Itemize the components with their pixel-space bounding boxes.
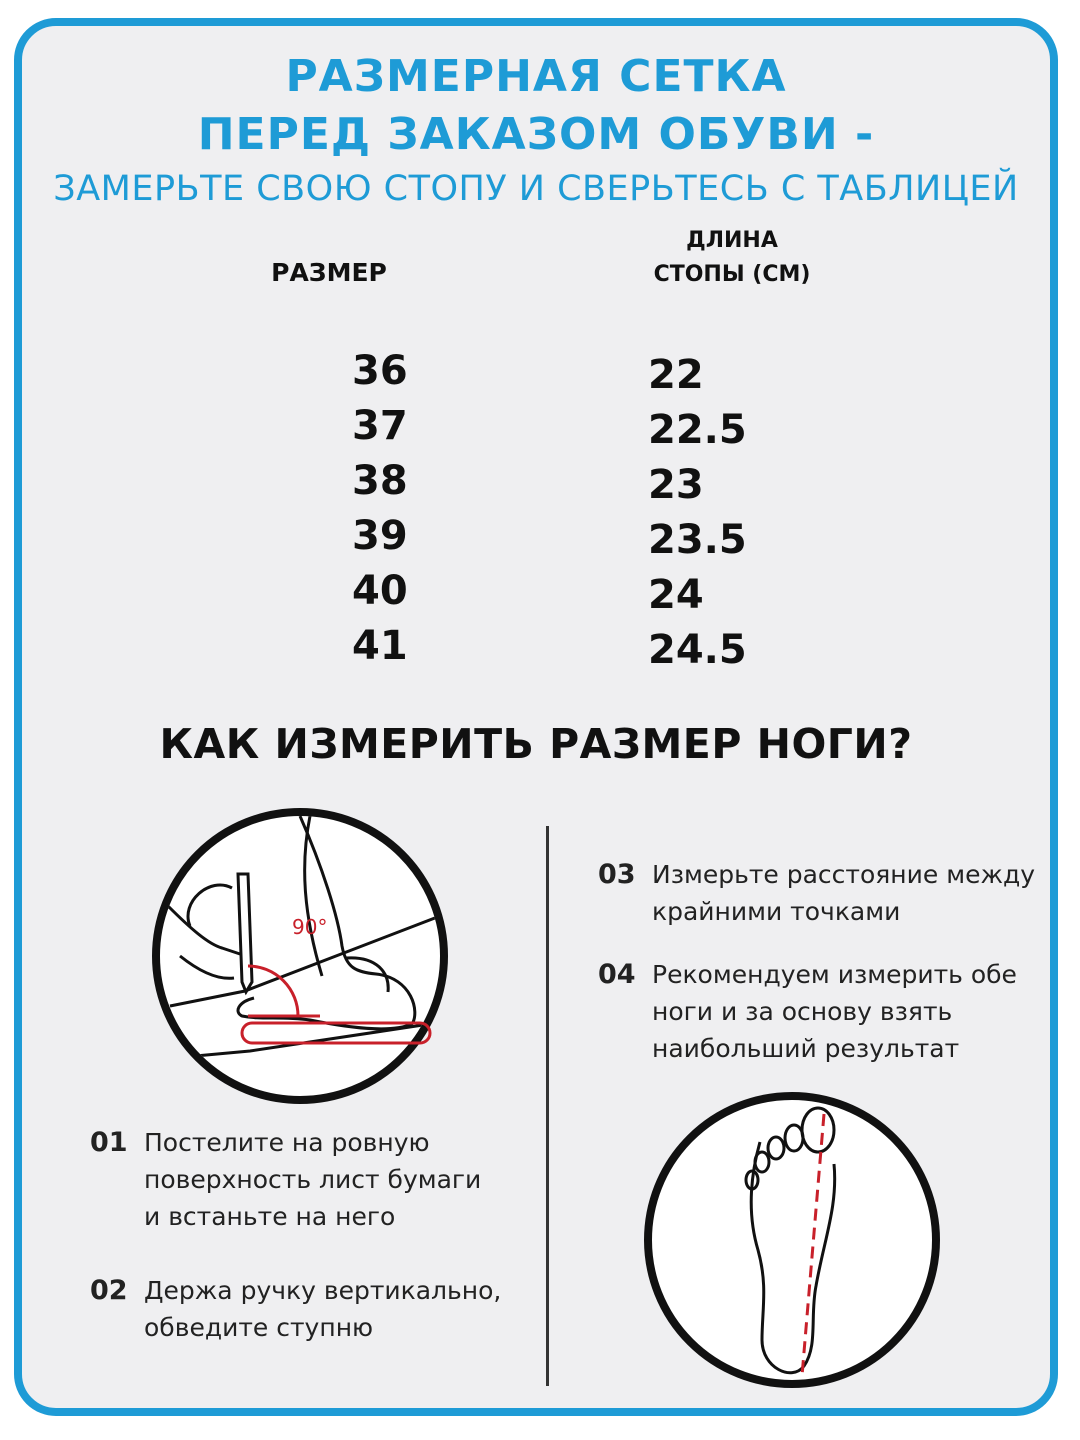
size-values	[352, 344, 408, 674]
step-text-line: Рекомендуем измерить обе	[652, 960, 1017, 989]
step-number: 02	[90, 1275, 128, 1306]
step-03	[598, 856, 1048, 930]
length-header-line-2: СТОПЫ (СМ)	[653, 262, 811, 287]
length-value: 24	[648, 572, 704, 618]
step-text-line: и встаньте на него	[144, 1202, 396, 1231]
length-value: 23.5	[648, 517, 747, 563]
size-value: 40	[352, 568, 408, 614]
step-01	[90, 1124, 510, 1235]
length-header-line-1: ДЛИНА	[686, 228, 778, 253]
step-text-line: ноги и за основу взять	[652, 997, 953, 1026]
title-line-1: РАЗМЕРНАЯ СЕТКА	[285, 51, 787, 102]
footprint-measure-icon	[642, 1090, 942, 1390]
step-04	[598, 956, 1048, 1067]
step-number: 01	[90, 1127, 128, 1158]
step-number: 04	[598, 959, 636, 990]
title-line-2: ПЕРЕД ЗАКАЗОМ ОБУВИ -	[197, 109, 875, 160]
step-text-line: Измерьте расстояние между	[652, 860, 1036, 889]
step-02	[90, 1272, 520, 1346]
header	[22, 48, 1050, 214]
size-value: 41	[352, 623, 408, 669]
length-value: 23	[648, 462, 704, 508]
length-value: 22.5	[648, 407, 747, 453]
step-text-line: Держа ручку вертикально,	[144, 1276, 502, 1305]
step-text-line: Постелите на ровную	[144, 1128, 430, 1157]
size-column-header: РАЗМЕР	[271, 258, 387, 287]
size-value: 39	[352, 513, 408, 559]
length-value: 22	[648, 352, 704, 398]
foot-tracing-icon	[150, 806, 450, 1106]
size-value: 36	[352, 348, 408, 394]
column-divider	[546, 826, 549, 1386]
step-number: 03	[598, 859, 636, 890]
size-value: 37	[352, 403, 408, 449]
size-value: 38	[352, 458, 408, 504]
step-text-line: наибольший результат	[652, 1034, 960, 1063]
length-values	[648, 348, 747, 678]
length-value: 24.5	[648, 627, 747, 673]
size-chart-card	[14, 18, 1058, 1416]
length-column-header	[622, 224, 842, 292]
step-text-line: поверхность лист бумаги	[144, 1165, 482, 1194]
angle-label: 90°	[292, 915, 328, 939]
step-text-line: обведите ступню	[144, 1313, 374, 1342]
step-text-line: крайними точками	[652, 897, 901, 926]
subtitle: ЗАМЕРЬТЕ СВОЮ СТОПУ И СВЕРЬТЕСЬ С ТАБЛИЦЕЙ	[53, 169, 1019, 209]
how-to-measure-title: КАК ИЗМЕРИТЬ РАЗМЕР НОГИ?	[159, 720, 913, 768]
